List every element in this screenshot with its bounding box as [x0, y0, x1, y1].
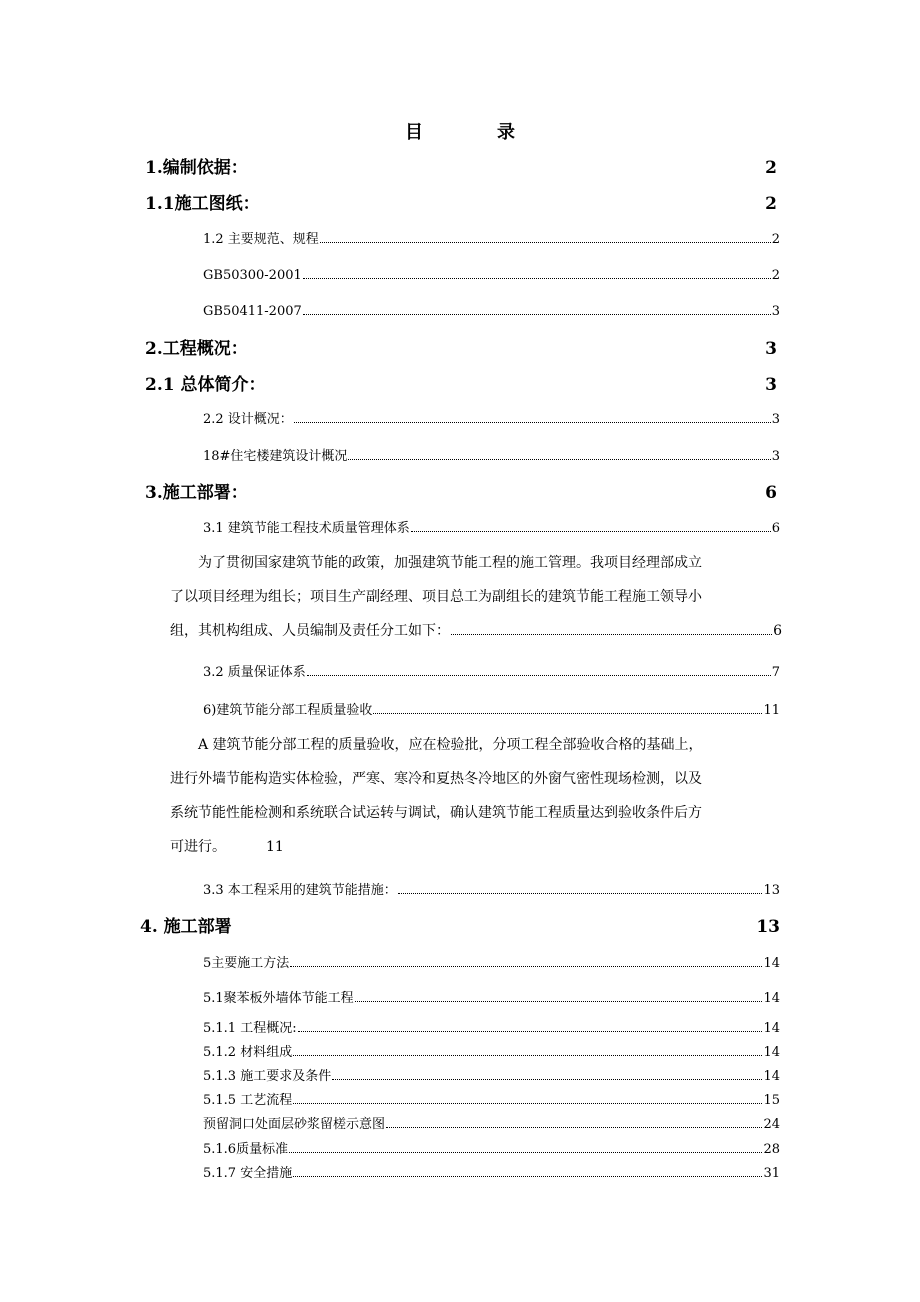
- toc-entry-page: 2: [771, 232, 780, 247]
- toc-entry-3-3[interactable]: [203, 881, 780, 901]
- toc-entry-page: 14: [763, 1021, 780, 1036]
- toc-entry-5-1-7[interactable]: [203, 1164, 780, 1184]
- toc-heading-label: 2.1 总体简介：: [145, 375, 266, 395]
- toc-entry-label: 3.2 质量保证体系: [203, 665, 306, 680]
- paragraph-line: 进行外墙节能构造实体检验，严寒、寒冷和夏热冬冷地区的外窗气密性现场检测，以及: [170, 771, 702, 787]
- toc-entry-page: 13: [763, 883, 780, 898]
- toc-entry-3-1[interactable]: [203, 519, 780, 539]
- toc-entry-5-1[interactable]: [203, 989, 780, 1009]
- toc-entry-mortar-diagram[interactable]: [203, 1115, 780, 1135]
- toc-heading-label: 1.1施工图纸：: [145, 194, 260, 214]
- paragraph-last-line: [170, 614, 782, 648]
- toc-entry-label: 6)建筑节能分部工程质量验收: [203, 703, 373, 718]
- toc-heading-page: 6: [765, 483, 777, 503]
- paragraph-line: A 建筑节能分部工程的质量验收，应在检验批，分项工程全部验收合格的基础上，: [198, 737, 703, 753]
- dot-leader: [320, 242, 771, 243]
- toc-heading-label: 1.编制依据：: [145, 158, 248, 178]
- toc-entry-label: 5.1.6质量标准: [203, 1142, 289, 1157]
- toc-entry-label: 1.2 主要规范、规程: [203, 232, 319, 247]
- toc-heading-label: 3.施工部署：: [145, 483, 248, 503]
- paragraph-last-line: [170, 830, 782, 864]
- toc-heading-2[interactable]: [145, 338, 777, 360]
- toc-entry-label: GB50300-2001: [203, 268, 302, 283]
- toc-entry-label: 18#住宅楼建筑设计概况: [203, 449, 348, 464]
- toc-entry-page: 28: [763, 1142, 780, 1157]
- dot-leader: [303, 314, 771, 315]
- dot-leader: [348, 459, 770, 460]
- toc-entry-label: 5.1.5 工艺流程: [203, 1093, 293, 1108]
- toc-entry-label: 3.3 本工程采用的建筑节能措施：: [203, 883, 397, 898]
- toc-entry-label: 5.1.1 工程概况:: [203, 1021, 297, 1036]
- toc-heading-1-1[interactable]: [145, 193, 777, 215]
- toc-entry-5-1-5[interactable]: [203, 1091, 780, 1111]
- dot-leader: [293, 1055, 762, 1056]
- toc-paragraph-acceptance[interactable]: [170, 728, 782, 864]
- toc-entry-5-1-3[interactable]: [203, 1067, 780, 1087]
- toc-entry-page: 14: [763, 956, 780, 971]
- toc-title: 目 录: [405, 122, 543, 143]
- toc-entry-page: 15: [763, 1093, 780, 1108]
- toc-entry-page: 14: [763, 1045, 780, 1060]
- toc-entry-label: 5.1.7 安全措施: [203, 1166, 293, 1181]
- toc-entry-page: 11: [266, 839, 284, 855]
- toc-entry-page: 3: [771, 304, 780, 319]
- toc-entry-label: 5.1.2 材料组成: [203, 1045, 293, 1060]
- toc-entry-page: 31: [763, 1166, 780, 1181]
- toc-entry-page: 3: [771, 449, 780, 464]
- dot-leader: [290, 966, 762, 967]
- toc-entry-3-2[interactable]: [203, 663, 780, 683]
- toc-entry-18-building[interactable]: [203, 447, 780, 467]
- toc-entry-label: 5.1聚苯板外墙体节能工程: [203, 991, 354, 1006]
- toc-heading-2-1[interactable]: [145, 374, 777, 396]
- dot-leader: [398, 893, 763, 894]
- toc-entry-5[interactable]: [203, 954, 780, 974]
- toc-heading-page: 13: [756, 917, 780, 937]
- toc-entry-page: 14: [763, 991, 780, 1006]
- toc-entry-page: 6: [773, 623, 782, 639]
- toc-entry-label: 2.2 设计概况：: [203, 412, 293, 427]
- dot-leader: [373, 713, 762, 714]
- toc-entry-label: 3.1 建筑节能工程技术质量管理体系: [203, 521, 410, 536]
- dot-leader: [293, 1103, 762, 1104]
- toc-entry-label: GB50411-2007: [203, 304, 302, 319]
- toc-entry-page: 7: [771, 665, 780, 680]
- toc-entry-label: 5.1.3 施工要求及条件: [203, 1069, 332, 1084]
- toc-heading-1[interactable]: [145, 157, 777, 179]
- dot-leader: [293, 1176, 762, 1177]
- toc-heading-4[interactable]: [140, 916, 780, 938]
- toc-entry-gb50411[interactable]: [203, 302, 780, 322]
- toc-heading-3[interactable]: [145, 482, 777, 504]
- toc-heading-page: 3: [765, 339, 777, 359]
- dot-leader: [289, 1152, 762, 1153]
- dot-leader: [451, 634, 772, 635]
- toc-entry-5-1-2[interactable]: [203, 1043, 780, 1063]
- toc-entry-5-1-1[interactable]: [203, 1019, 780, 1039]
- toc-entry-page: 24: [763, 1117, 780, 1132]
- paragraph-line: 为了贯彻国家建筑节能的政策，加强建筑节能工程的施工管理。我项目经理部成立: [198, 555, 702, 571]
- paragraph-line: 可进行。: [170, 839, 226, 855]
- toc-entry-5-1-6[interactable]: [203, 1140, 780, 1160]
- dot-leader: [303, 278, 771, 279]
- dot-leader: [355, 1001, 763, 1002]
- toc-entry-label: 预留洞口处面层砂浆留槎示意图: [203, 1117, 386, 1132]
- toc-heading-page: 3: [765, 375, 777, 395]
- toc-entry-page: 6: [771, 521, 780, 536]
- dot-leader: [307, 675, 771, 676]
- toc-heading-label: 2.工程概况：: [145, 339, 248, 359]
- dot-leader: [332, 1079, 762, 1080]
- toc-heading-label: 4. 施工部署: [140, 917, 232, 937]
- dot-leader: [386, 1127, 762, 1128]
- toc-entry-label: 5主要施工方法: [203, 956, 290, 971]
- dot-leader: [294, 422, 771, 423]
- toc-paragraph-management[interactable]: [170, 546, 782, 648]
- paragraph-line: 系统节能性能检测和系统联合试运转与调试，确认建筑节能工程质量达到验收条件后方: [170, 805, 702, 821]
- dot-leader: [411, 531, 771, 532]
- paragraph-line: 了以项目经理为组长；项目生产副经理、项目总工为副组长的建筑节能工程施工领导小: [170, 589, 702, 605]
- toc-entry-6-quality[interactable]: [203, 701, 780, 721]
- toc-entry-page: 2: [771, 268, 780, 283]
- toc-heading-page: 2: [765, 194, 777, 214]
- toc-entry-page: 3: [771, 412, 780, 427]
- paragraph-line: 组，其机构组成、人员编制及责任分工如下：: [170, 623, 450, 639]
- toc-heading-page: 2: [765, 158, 777, 178]
- dot-leader: [298, 1031, 763, 1032]
- toc-entry-gb50300[interactable]: [203, 266, 780, 286]
- toc-entry-page: 11: [763, 703, 780, 718]
- toc-entry-1-2[interactable]: [203, 230, 780, 250]
- toc-entry-page: 14: [763, 1069, 780, 1084]
- toc-entry-2-2[interactable]: [203, 410, 780, 430]
